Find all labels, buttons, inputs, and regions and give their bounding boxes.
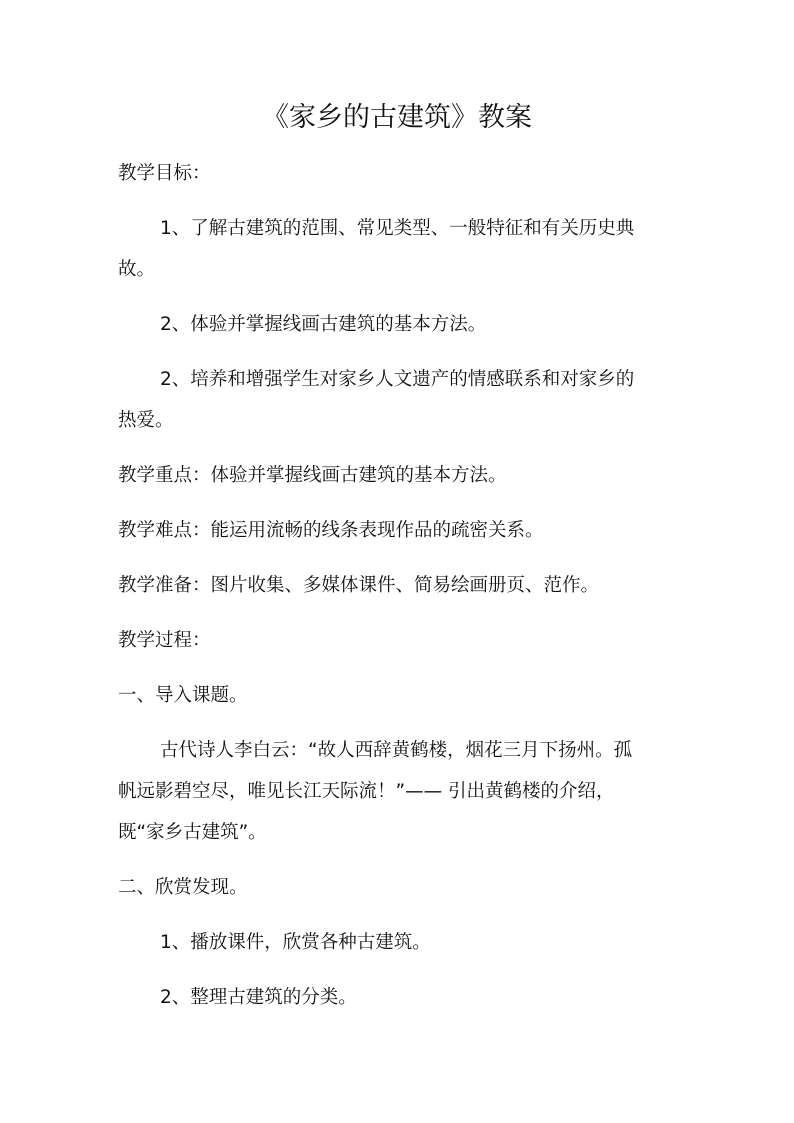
key-point: 教学重点：体验并掌握线画古建筑的基本方法。	[118, 465, 507, 486]
difficulty: 教学难点：能运用流畅的线条表现作品的疏密关系。	[118, 520, 544, 541]
section-2-item-1: 1、播放课件，欣赏各种古建筑。	[160, 932, 431, 953]
objective-1-line-2: 故。	[118, 259, 156, 280]
objective-3-line-1: 2、培养和增强学生对家乡人文遗产的情感联系和对家乡的	[160, 369, 635, 390]
objective-1-line-1: 1、了解古建筑的范围、常见类型、一般特征和有关历史典	[160, 218, 635, 239]
section-1-paragraph-line-2: 帆远影碧空尽，唯见长江天际流！”—— 引出黄鹤楼的介绍，	[118, 781, 615, 802]
document-title: 《家乡的古建筑》教案	[262, 102, 532, 133]
objectives-heading: 教学目标：	[118, 163, 211, 184]
section-1-paragraph-line-1: 古代诗人李白云：“故人西辞黄鹤楼，烟花三月下扬州。孤	[160, 740, 633, 761]
objective-2: 2、体验并掌握线画古建筑的基本方法。	[160, 314, 487, 335]
section-1-heading: 一、导入课题。	[118, 685, 248, 706]
objective-3-line-2: 热爱。	[118, 410, 174, 431]
section-2-heading: 二、欣赏发现。	[118, 877, 248, 898]
section-2-item-2: 2、整理古建筑的分类。	[160, 987, 357, 1008]
process-heading: 教学过程：	[118, 630, 211, 651]
section-1-paragraph-line-3: 既“家乡古建筑”。	[118, 822, 267, 843]
preparation: 教学准备：图片收集、多媒体课件、简易绘画册页、范作。	[118, 575, 600, 596]
